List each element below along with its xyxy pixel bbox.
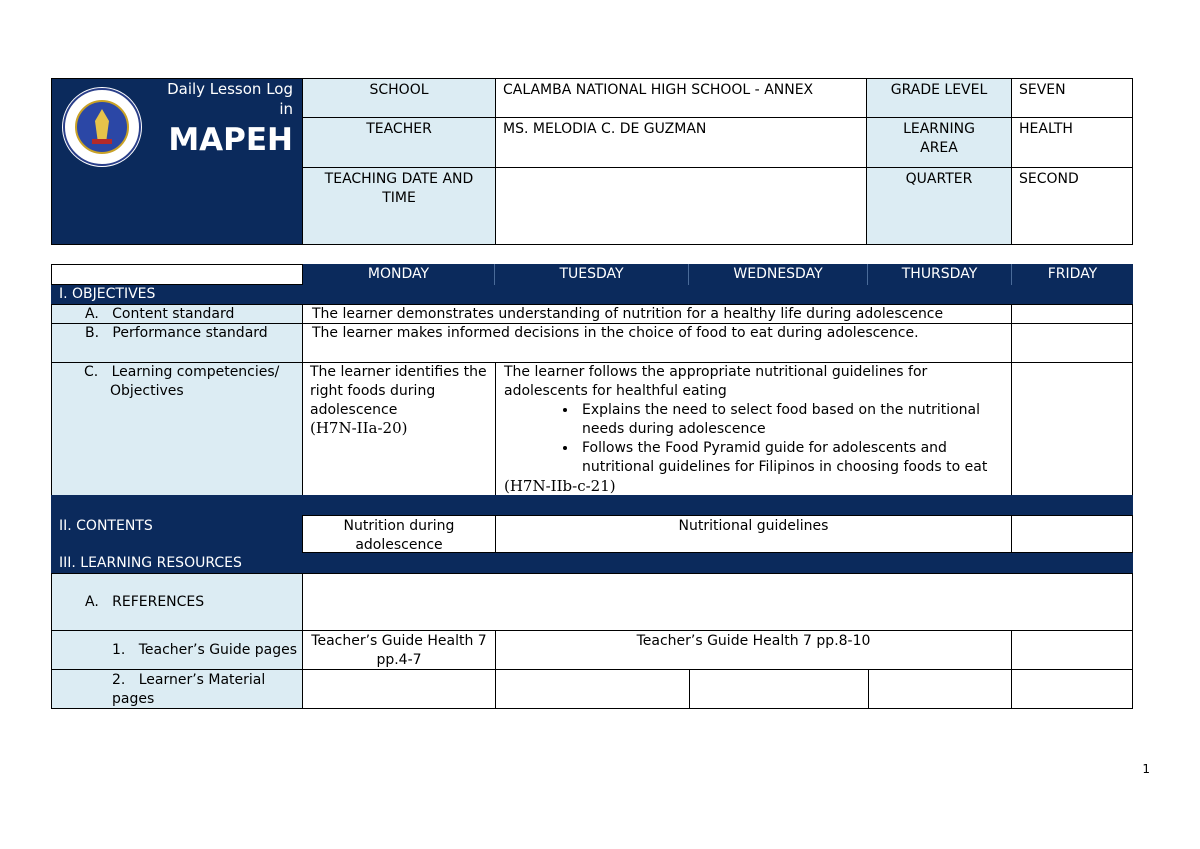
monday-content: Nutrition during adolescence	[302, 515, 496, 553]
teacher-value: MS. MELODIA C. DE GUZMAN	[495, 117, 867, 168]
competency-bullets	[504, 401, 1004, 477]
learners-material-label	[51, 669, 303, 709]
lm-tuesday	[495, 669, 690, 709]
content-friday	[1011, 515, 1133, 553]
learners-material-text: 2. Learner’s Material pages	[112, 672, 266, 707]
day-header-blank	[51, 264, 303, 285]
date-time-label: TEACHING DATE AND TIME	[302, 167, 496, 245]
deped-seal-logo	[62, 87, 142, 167]
teachers-guide-monday: Teacher’s Guide Health 7 pp.4-7	[302, 630, 496, 670]
lm-monday	[302, 669, 496, 709]
grade-level-label: GRADE LEVEL	[866, 78, 1012, 118]
performance-standard-friday	[1011, 323, 1133, 363]
date-time-value	[495, 167, 867, 245]
teacher-label: TEACHER	[302, 117, 496, 168]
day-friday: FRIDAY	[1012, 264, 1133, 285]
day-tuesday: TUESDAY	[495, 264, 689, 285]
title-line-1: Daily Lesson Log	[167, 80, 293, 98]
day-thursday: THURSDAY	[868, 264, 1012, 285]
references-label: A. REFERENCES	[51, 573, 303, 631]
day-monday: MONDAY	[303, 264, 495, 285]
references-content	[302, 573, 1133, 631]
school-value: CALAMBA NATIONAL HIGH SCHOOL - ANNEX	[495, 78, 867, 118]
quarter-label: QUARTER	[866, 167, 1012, 245]
contents-band	[51, 495, 1133, 515]
lm-wednesday	[689, 669, 869, 709]
quarter-value: SECOND	[1011, 167, 1133, 245]
monday-competency-code: (H7N-IIa-20)	[310, 419, 408, 437]
content-standard-label: A. Content standard	[51, 304, 303, 324]
teachers-guide-label: 1. Teacher’s Guide pages	[51, 630, 303, 670]
rest-competency-code: (H7N-IIb-c-21)	[504, 477, 616, 495]
bullet-item: • Explains the need to select food based on the nutritional needs during adolescence	[578, 401, 1004, 439]
monday-competency: The learner identifies the right foods during adolescence	[310, 364, 487, 418]
learning-area-label: LEARNING AREA	[866, 117, 1012, 168]
objectives-heading: I. OBJECTIVES	[51, 285, 1133, 304]
teachers-guide-friday	[1011, 630, 1133, 670]
lm-friday	[1011, 669, 1133, 709]
resources-heading: III. LEARNING RESOURCES	[51, 553, 1133, 574]
day-wednesday: WEDNESDAY	[689, 264, 868, 285]
lm-thursday	[868, 669, 1012, 709]
competencies-label: C. Learning competencies/	[84, 364, 280, 380]
rest-competency: The learner follows the appropriate nutritional guidelines for adolescents for healthful eating	[504, 364, 928, 399]
subject-title: MAPEH	[168, 122, 293, 158]
contents-heading: II. CONTENTS	[51, 515, 303, 553]
performance-standard-text: The learner makes informed decisions in the choice of food to eat during adolescence.	[302, 323, 1012, 363]
rest-content: Nutritional guidelines	[495, 515, 1012, 553]
learning-area-value: HEALTH	[1011, 117, 1133, 168]
teachers-guide-rest: Teacher’s Guide Health 7 pp.8-10	[495, 630, 1012, 670]
competencies-label-objectives: Objectives	[110, 383, 184, 399]
content-standard-text: The learner demonstrates understanding of nutrition for a healthy life during adolescence	[302, 304, 1012, 324]
performance-standard-label: B. Performance standard	[51, 323, 303, 363]
competency-friday	[1011, 362, 1133, 496]
page-number: 1	[1142, 762, 1150, 776]
grade-level-value: SEVEN	[1011, 78, 1133, 118]
title-line-2: in	[279, 100, 293, 118]
school-label: SCHOOL	[302, 78, 496, 118]
bullet-item: • Follows the Food Pyramid guide for adolescents and nutritional guidelines for Filipinos in choosing foods to eat	[578, 439, 1004, 477]
content-standard-friday	[1011, 304, 1133, 324]
